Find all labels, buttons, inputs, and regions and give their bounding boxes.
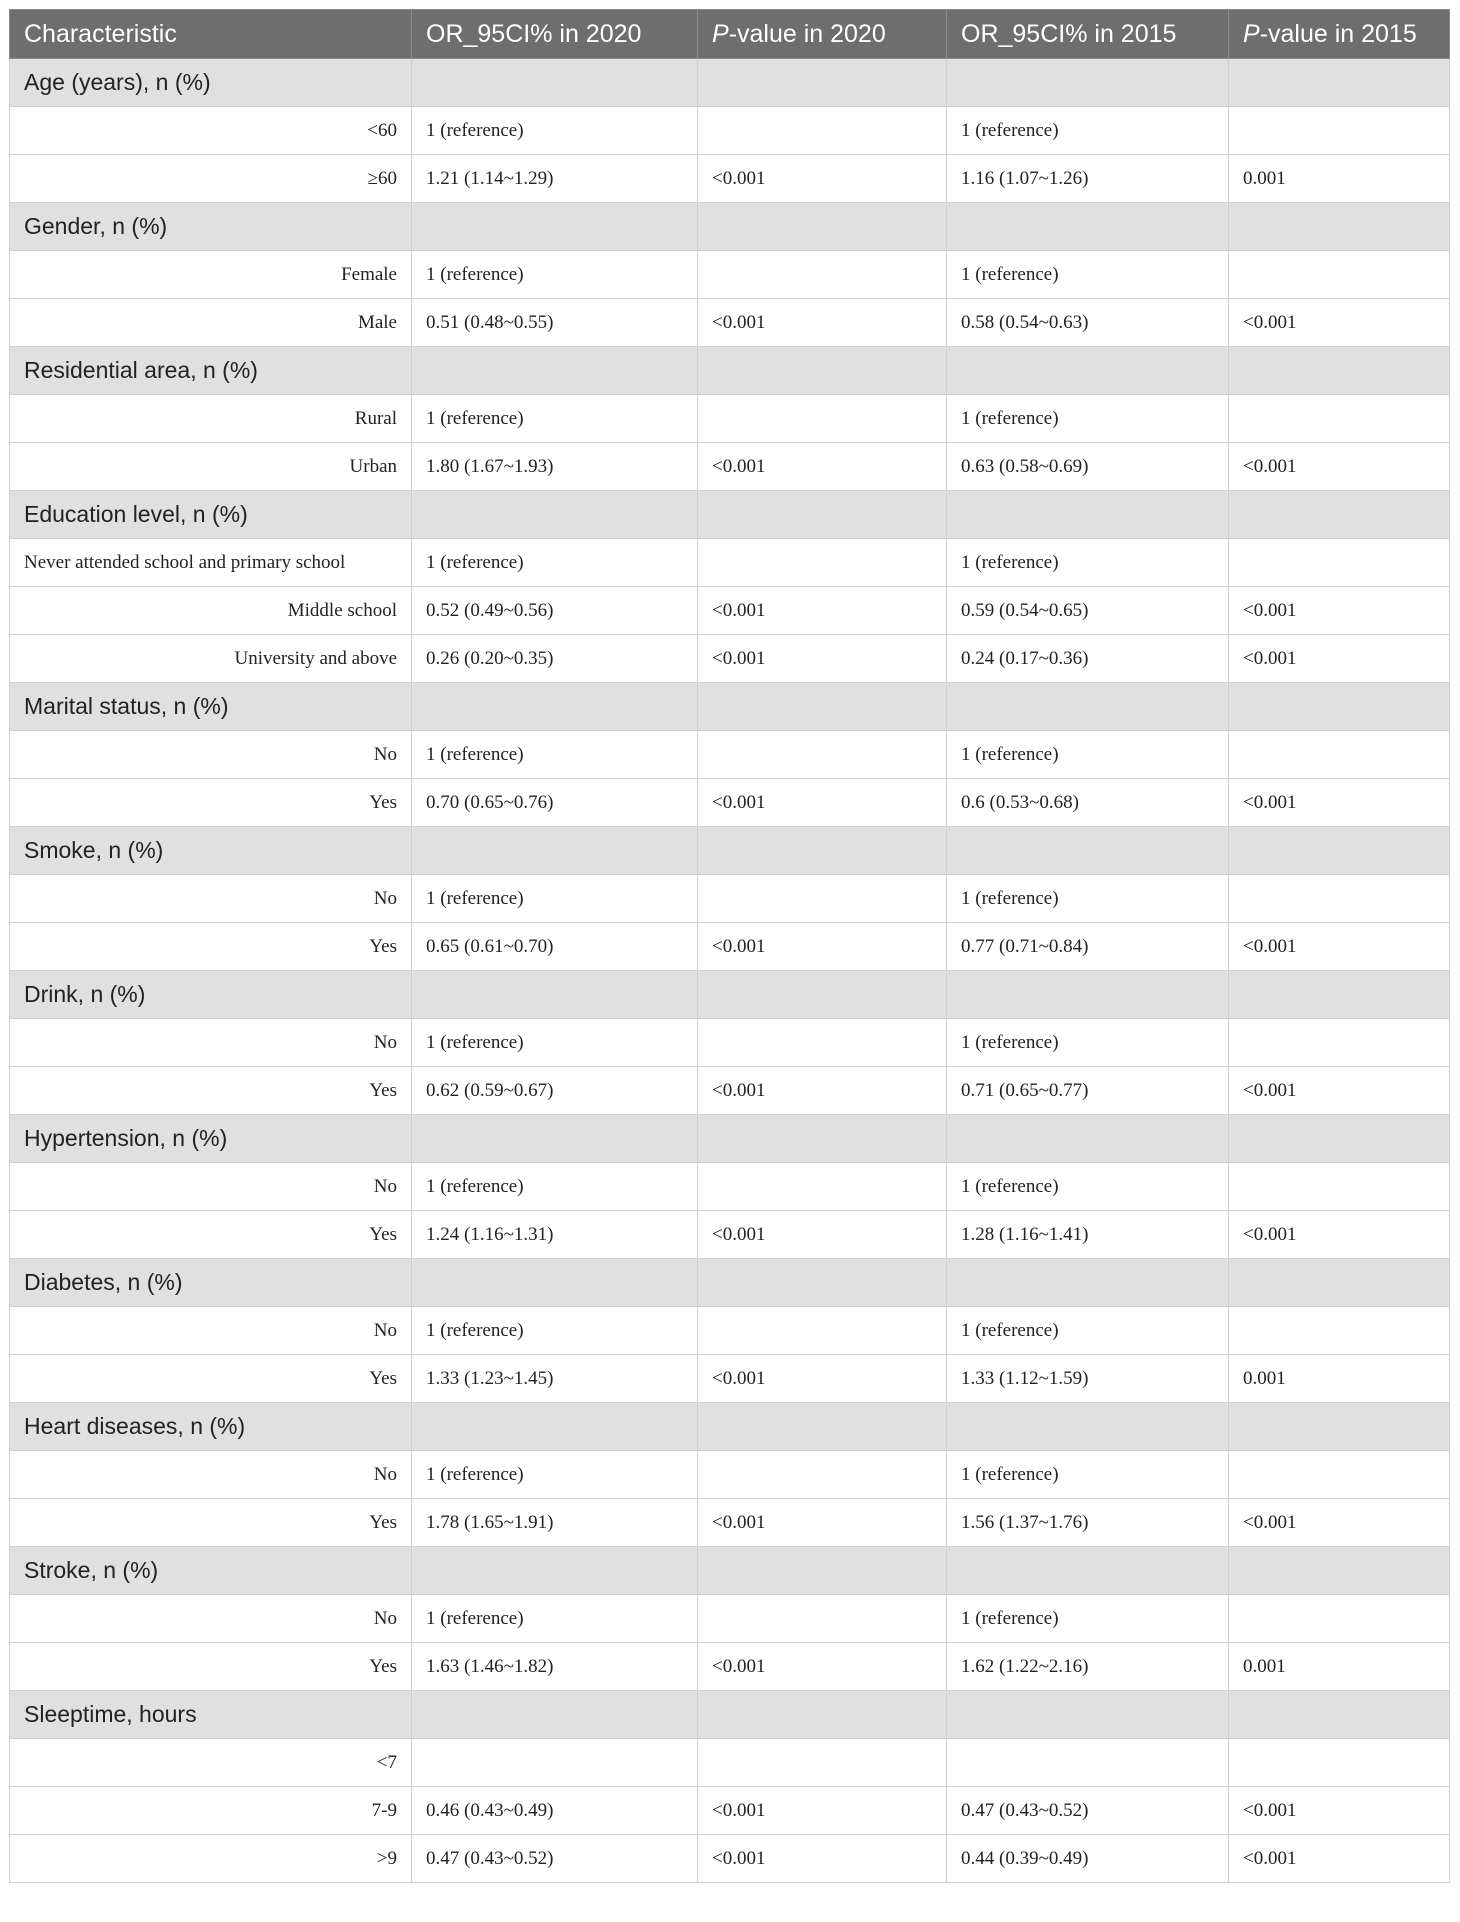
or-2020-cell: 1 (reference) [412, 875, 698, 923]
or-2020-cell: 1.80 (1.67~1.93) [412, 443, 698, 491]
or-2015-cell: 1.28 (1.16~1.41) [947, 1211, 1229, 1259]
or-2020-cell [412, 1739, 698, 1787]
or-2020-cell: 0.65 (0.61~0.70) [412, 923, 698, 971]
p-2020-cell [698, 1307, 947, 1355]
group-label: Smoke, n (%) [10, 827, 412, 875]
row-label: Male [10, 299, 412, 347]
group-empty-cell [1229, 971, 1450, 1019]
group-empty-cell [412, 1115, 698, 1163]
or-2015-cell: 1 (reference) [947, 107, 1229, 155]
group-empty-cell [947, 1691, 1229, 1739]
table-group-row [10, 1115, 1450, 1163]
table-group-row [10, 203, 1450, 251]
row-label: No [10, 731, 412, 779]
p-2015-cell [1229, 395, 1450, 443]
p-2020-cell [698, 107, 947, 155]
p-2015-cell [1229, 107, 1450, 155]
table-row [10, 1739, 1450, 1787]
or-2015-cell: 0.44 (0.39~0.49) [947, 1835, 1229, 1883]
or-2020-cell: 1 (reference) [412, 107, 698, 155]
p-2015-cell [1229, 731, 1450, 779]
p-2020-cell [698, 1451, 947, 1499]
or-2020-cell: 0.52 (0.49~0.56) [412, 587, 698, 635]
or-2020-cell: 0.47 (0.43~0.52) [412, 1835, 698, 1883]
table-row [10, 779, 1450, 827]
or-2020-cell: 0.51 (0.48~0.55) [412, 299, 698, 347]
p-2015-cell: <0.001 [1229, 1835, 1450, 1883]
group-empty-cell [947, 827, 1229, 875]
table-header [10, 10, 1450, 59]
group-empty-cell [947, 203, 1229, 251]
group-label: Heart diseases, n (%) [10, 1403, 412, 1451]
p-2015-cell: <0.001 [1229, 1787, 1450, 1835]
table-group-row [10, 683, 1450, 731]
p-2015-cell: <0.001 [1229, 299, 1450, 347]
or-2020-cell: 1 (reference) [412, 1019, 698, 1067]
p-2020-cell [698, 1739, 947, 1787]
p-2015-cell [1229, 1019, 1450, 1067]
table-row [10, 107, 1450, 155]
p-2020-cell [698, 1019, 947, 1067]
or-2020-cell: 1 (reference) [412, 1595, 698, 1643]
p-2020-cell: <0.001 [698, 1499, 947, 1547]
group-empty-cell [412, 347, 698, 395]
or-2015-cell: 0.24 (0.17~0.36) [947, 635, 1229, 683]
row-label: No [10, 1595, 412, 1643]
odds-ratio-table [9, 9, 1450, 1883]
or-2020-cell: 1.33 (1.23~1.45) [412, 1355, 698, 1403]
group-empty-cell [1229, 203, 1450, 251]
table-row [10, 155, 1450, 203]
table-group-row [10, 1691, 1450, 1739]
group-label: Gender, n (%) [10, 203, 412, 251]
or-2020-cell: 1 (reference) [412, 539, 698, 587]
table-row [10, 1307, 1450, 1355]
table-row [10, 1067, 1450, 1115]
p-2020-cell [698, 875, 947, 923]
or-2015-cell: 1 (reference) [947, 539, 1229, 587]
row-label: Yes [10, 1211, 412, 1259]
group-empty-cell [947, 491, 1229, 539]
or-2015-cell: 0.59 (0.54~0.65) [947, 587, 1229, 635]
p-2015-cell: 0.001 [1229, 155, 1450, 203]
p-2015-cell: <0.001 [1229, 443, 1450, 491]
table-row [10, 539, 1450, 587]
or-2020-cell: 1 (reference) [412, 731, 698, 779]
row-label: Yes [10, 923, 412, 971]
or-2015-cell: 1 (reference) [947, 251, 1229, 299]
row-label: Never attended school and primary school [10, 539, 412, 587]
group-empty-cell [698, 347, 947, 395]
or-2015-cell: 1.56 (1.37~1.76) [947, 1499, 1229, 1547]
group-label: Diabetes, n (%) [10, 1259, 412, 1307]
group-empty-cell [947, 1259, 1229, 1307]
table-row [10, 299, 1450, 347]
group-empty-cell [698, 1691, 947, 1739]
p-2020-cell: <0.001 [698, 1067, 947, 1115]
group-empty-cell [698, 1115, 947, 1163]
or-2015-cell: 0.77 (0.71~0.84) [947, 923, 1229, 971]
p-2020-cell [698, 731, 947, 779]
table-row [10, 443, 1450, 491]
table-row [10, 1595, 1450, 1643]
p-2020-cell: <0.001 [698, 1643, 947, 1691]
group-empty-cell [412, 1547, 698, 1595]
table-row [10, 1355, 1450, 1403]
table-row [10, 635, 1450, 683]
p-2020-cell: <0.001 [698, 1211, 947, 1259]
table-row [10, 1835, 1450, 1883]
or-2015-cell: 1 (reference) [947, 1019, 1229, 1067]
p-2015-cell [1229, 1451, 1450, 1499]
or-2020-cell: 1 (reference) [412, 1307, 698, 1355]
p-2020-cell [698, 539, 947, 587]
header-row [10, 10, 1450, 59]
or-2015-cell: 0.71 (0.65~0.77) [947, 1067, 1229, 1115]
p-2015-cell: <0.001 [1229, 779, 1450, 827]
row-label: No [10, 1307, 412, 1355]
table-row [10, 395, 1450, 443]
p-2020-cell: <0.001 [698, 1835, 947, 1883]
group-empty-cell [698, 59, 947, 107]
group-empty-cell [412, 491, 698, 539]
group-empty-cell [698, 1547, 947, 1595]
row-label: Yes [10, 1499, 412, 1547]
group-empty-cell [412, 203, 698, 251]
table-group-row [10, 827, 1450, 875]
or-2015-cell: 1 (reference) [947, 875, 1229, 923]
p-2020-cell [698, 251, 947, 299]
table-body [10, 59, 1450, 1883]
table-row [10, 1451, 1450, 1499]
row-label: Yes [10, 1355, 412, 1403]
or-2015-cell: 0.6 (0.53~0.68) [947, 779, 1229, 827]
or-2015-cell: 0.58 (0.54~0.63) [947, 299, 1229, 347]
group-empty-cell [412, 59, 698, 107]
group-empty-cell [947, 683, 1229, 731]
or-2020-cell: 1 (reference) [412, 251, 698, 299]
or-2020-cell: 0.26 (0.20~0.35) [412, 635, 698, 683]
p-2015-cell: <0.001 [1229, 587, 1450, 635]
row-label: Rural [10, 395, 412, 443]
header-p-2020 [698, 10, 947, 59]
table-group-row [10, 1403, 1450, 1451]
or-2015-cell: 1 (reference) [947, 1451, 1229, 1499]
row-label: Yes [10, 1643, 412, 1691]
group-label: Education level, n (%) [10, 491, 412, 539]
group-empty-cell [698, 683, 947, 731]
row-label: >9 [10, 1835, 412, 1883]
group-empty-cell [1229, 683, 1450, 731]
p-2020-cell: <0.001 [698, 923, 947, 971]
p-2015-cell [1229, 1307, 1450, 1355]
row-label: Middle school [10, 587, 412, 635]
p-2020-cell [698, 1163, 947, 1211]
group-empty-cell [412, 683, 698, 731]
p-2015-cell: <0.001 [1229, 1067, 1450, 1115]
header-p-2015 [1229, 10, 1450, 59]
table-row [10, 1499, 1450, 1547]
p-2015-cell [1229, 251, 1450, 299]
p-2015-cell: 0.001 [1229, 1643, 1450, 1691]
p-2020-cell: <0.001 [698, 155, 947, 203]
or-2020-cell: 1.21 (1.14~1.29) [412, 155, 698, 203]
group-empty-cell [412, 1403, 698, 1451]
p-2020-cell: <0.001 [698, 779, 947, 827]
p-2015-cell: <0.001 [1229, 635, 1450, 683]
p-2015-cell: <0.001 [1229, 1211, 1450, 1259]
row-label: 7-9 [10, 1787, 412, 1835]
group-empty-cell [947, 1403, 1229, 1451]
row-label: <60 [10, 107, 412, 155]
row-label: No [10, 1163, 412, 1211]
or-2020-cell: 1.78 (1.65~1.91) [412, 1499, 698, 1547]
table-row [10, 1643, 1450, 1691]
group-empty-cell [1229, 347, 1450, 395]
group-empty-cell [698, 203, 947, 251]
group-empty-cell [698, 827, 947, 875]
or-2015-cell: 0.47 (0.43~0.52) [947, 1787, 1229, 1835]
group-empty-cell [412, 971, 698, 1019]
group-empty-cell [698, 1403, 947, 1451]
table-row [10, 587, 1450, 635]
header-or-2015: OR_95CI% in 2015 [947, 10, 1229, 59]
p-2020-cell: <0.001 [698, 587, 947, 635]
or-2020-cell: 1 (reference) [412, 1163, 698, 1211]
row-label: No [10, 1451, 412, 1499]
group-empty-cell [947, 1115, 1229, 1163]
p-2020-cell: <0.001 [698, 635, 947, 683]
table-row [10, 1787, 1450, 1835]
or-2015-cell: 1.33 (1.12~1.59) [947, 1355, 1229, 1403]
group-empty-cell [1229, 1691, 1450, 1739]
group-empty-cell [947, 347, 1229, 395]
group-empty-cell [947, 1547, 1229, 1595]
header-or-2020: OR_95CI% in 2020 [412, 10, 698, 59]
table-row [10, 875, 1450, 923]
table-group-row [10, 491, 1450, 539]
p-2015-cell: 0.001 [1229, 1355, 1450, 1403]
row-label: No [10, 1019, 412, 1067]
group-label: Residential area, n (%) [10, 347, 412, 395]
or-2020-cell: 1.24 (1.16~1.31) [412, 1211, 698, 1259]
or-2020-cell: 0.46 (0.43~0.49) [412, 1787, 698, 1835]
or-2015-cell: 1.16 (1.07~1.26) [947, 155, 1229, 203]
or-2015-cell: 1 (reference) [947, 731, 1229, 779]
group-empty-cell [412, 1691, 698, 1739]
group-empty-cell [412, 827, 698, 875]
group-label: Stroke, n (%) [10, 1547, 412, 1595]
group-empty-cell [1229, 1403, 1450, 1451]
table-row [10, 1019, 1450, 1067]
header-p-2020-italic: P [712, 19, 729, 48]
table-container [9, 9, 1449, 1883]
or-2020-cell: 1.63 (1.46~1.82) [412, 1643, 698, 1691]
p-2020-cell: <0.001 [698, 299, 947, 347]
p-2020-cell: <0.001 [698, 1787, 947, 1835]
or-2015-cell: 0.63 (0.58~0.69) [947, 443, 1229, 491]
header-p-2015-rest: -value in 2015 [1259, 19, 1417, 48]
group-empty-cell [412, 1259, 698, 1307]
p-2015-cell: <0.001 [1229, 1499, 1450, 1547]
p-2020-cell: <0.001 [698, 443, 947, 491]
row-label: Female [10, 251, 412, 299]
group-empty-cell [1229, 491, 1450, 539]
p-2015-cell [1229, 1595, 1450, 1643]
group-empty-cell [947, 59, 1229, 107]
row-label: ≥60 [10, 155, 412, 203]
row-label: Yes [10, 1067, 412, 1115]
p-2015-cell [1229, 1163, 1450, 1211]
p-2020-cell [698, 395, 947, 443]
or-2015-cell [947, 1739, 1229, 1787]
table-group-row [10, 59, 1450, 107]
table-group-row [10, 971, 1450, 1019]
p-2015-cell [1229, 1739, 1450, 1787]
group-empty-cell [1229, 827, 1450, 875]
or-2020-cell: 1 (reference) [412, 1451, 698, 1499]
group-label: Drink, n (%) [10, 971, 412, 1019]
p-2015-cell [1229, 539, 1450, 587]
group-empty-cell [1229, 59, 1450, 107]
table-row [10, 1211, 1450, 1259]
group-empty-cell [698, 491, 947, 539]
row-label: No [10, 875, 412, 923]
or-2015-cell: 1.62 (1.22~2.16) [947, 1643, 1229, 1691]
group-empty-cell [1229, 1259, 1450, 1307]
table-row [10, 251, 1450, 299]
group-empty-cell [698, 971, 947, 1019]
row-label: Urban [10, 443, 412, 491]
row-label: Yes [10, 779, 412, 827]
p-2020-cell: <0.001 [698, 1355, 947, 1403]
or-2020-cell: 0.62 (0.59~0.67) [412, 1067, 698, 1115]
header-characteristic: Characteristic [10, 10, 412, 59]
group-label: Marital status, n (%) [10, 683, 412, 731]
table-row [10, 731, 1450, 779]
or-2015-cell: 1 (reference) [947, 1163, 1229, 1211]
header-p-2020-rest: -value in 2020 [728, 19, 886, 48]
p-2015-cell: <0.001 [1229, 923, 1450, 971]
header-p-2015-italic: P [1243, 19, 1260, 48]
group-empty-cell [1229, 1547, 1450, 1595]
p-2020-cell [698, 1595, 947, 1643]
group-label: Hypertension, n (%) [10, 1115, 412, 1163]
group-empty-cell [698, 1259, 947, 1307]
group-label: Age (years), n (%) [10, 59, 412, 107]
p-2015-cell [1229, 875, 1450, 923]
table-group-row [10, 1547, 1450, 1595]
row-label: University and above [10, 635, 412, 683]
table-row [10, 923, 1450, 971]
or-2020-cell: 1 (reference) [412, 395, 698, 443]
or-2015-cell: 1 (reference) [947, 1595, 1229, 1643]
or-2020-cell: 0.70 (0.65~0.76) [412, 779, 698, 827]
row-label: <7 [10, 1739, 412, 1787]
or-2015-cell: 1 (reference) [947, 1307, 1229, 1355]
or-2015-cell: 1 (reference) [947, 395, 1229, 443]
group-empty-cell [1229, 1115, 1450, 1163]
table-row [10, 1163, 1450, 1211]
table-group-row [10, 1259, 1450, 1307]
group-empty-cell [947, 971, 1229, 1019]
table-group-row [10, 347, 1450, 395]
group-label: Sleeptime, hours [10, 1691, 412, 1739]
